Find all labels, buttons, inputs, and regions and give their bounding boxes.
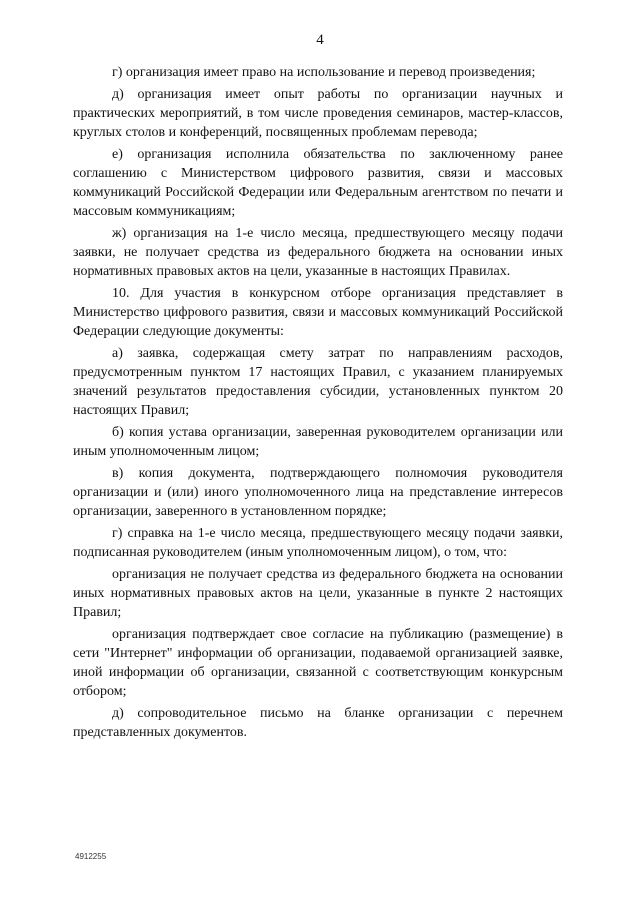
document-code: 4912255 [75,852,107,861]
paragraph-10-documents: 10. Для участия в конкурсном отборе организация представляет в Министерство цифрового развития, связи и массовых коммуникаций Российской Федерации следующие документы: [73,286,563,339]
paragraph-g-right-to-translate: г) организация имеет право на использование и перевод произведения; [112,65,536,80]
paragraph-zh-no-federal-funds: ж) организация на 1-е число месяца, предшествующего месяцу подачи заявки, не получает средства из федерального бюджета на основании иных нормативных правовых актов на цели, указанные в настоящих Правилах. [73,226,563,279]
paragraph-d-cover-letter: д) сопроводительное письмо на бланке организации с перечнем представленных документов. [73,706,563,740]
paragraph-b-charter-copy: б) копия устава организации, заверенная руководителем организации или иным уполномоченным лицом; [73,425,563,459]
paragraph-e-obligations: е) организация исполнила обязательства по заключенному ранее соглашению с Министерством цифрового развития, связи и массовых коммуникаций Российской Федерации или Федеральным агентством по печати и массовым коммуникациям; [73,147,563,219]
page-number: 4 [316,32,324,48]
paragraph-a-application: а) заявка, содержащая смету затрат по направлениям расходов, предусмотренным пунктом 17 настоящих Правил, с указанием планируемых значений результатов предоставления субсидии, установленных пунктом 20 настоящих Правил; [73,346,563,418]
paragraph-certificate-funds: организация не получает средства из федерального бюджета на основании иных нормативных правовых актов на цели, указанные в пункте 2 настоящих Правил; [73,567,563,620]
paragraph-certificate-consent: организация подтверждает свое согласие на публикацию (размещение) в сети "Интернет" информации об организации, подаваемой организацией заявке, иной информации об организации, связанной с соответствующим конкурсным отбором; [73,627,563,699]
document-body [73,63,563,745]
paragraph-v-authority-copy: в) копия документа, подтверждающего полномочия руководителя организации и (или) иного уполномоченного лица на представление интересов организации, заверенного в установленном порядке; [73,466,563,519]
paragraph-g-certificate: г) справка на 1-е число месяца, предшествующего месяцу подачи заявки, подписанная руководителем (иным уполномоченным лицом), о том, что: [73,526,563,560]
paragraph-d-experience: д) организация имеет опыт работы по организации научных и практических мероприятий, в том числе проведения семинаров, мастер-классов, круглых столов и конференций, посвященных проблемам перевода; [73,87,563,140]
